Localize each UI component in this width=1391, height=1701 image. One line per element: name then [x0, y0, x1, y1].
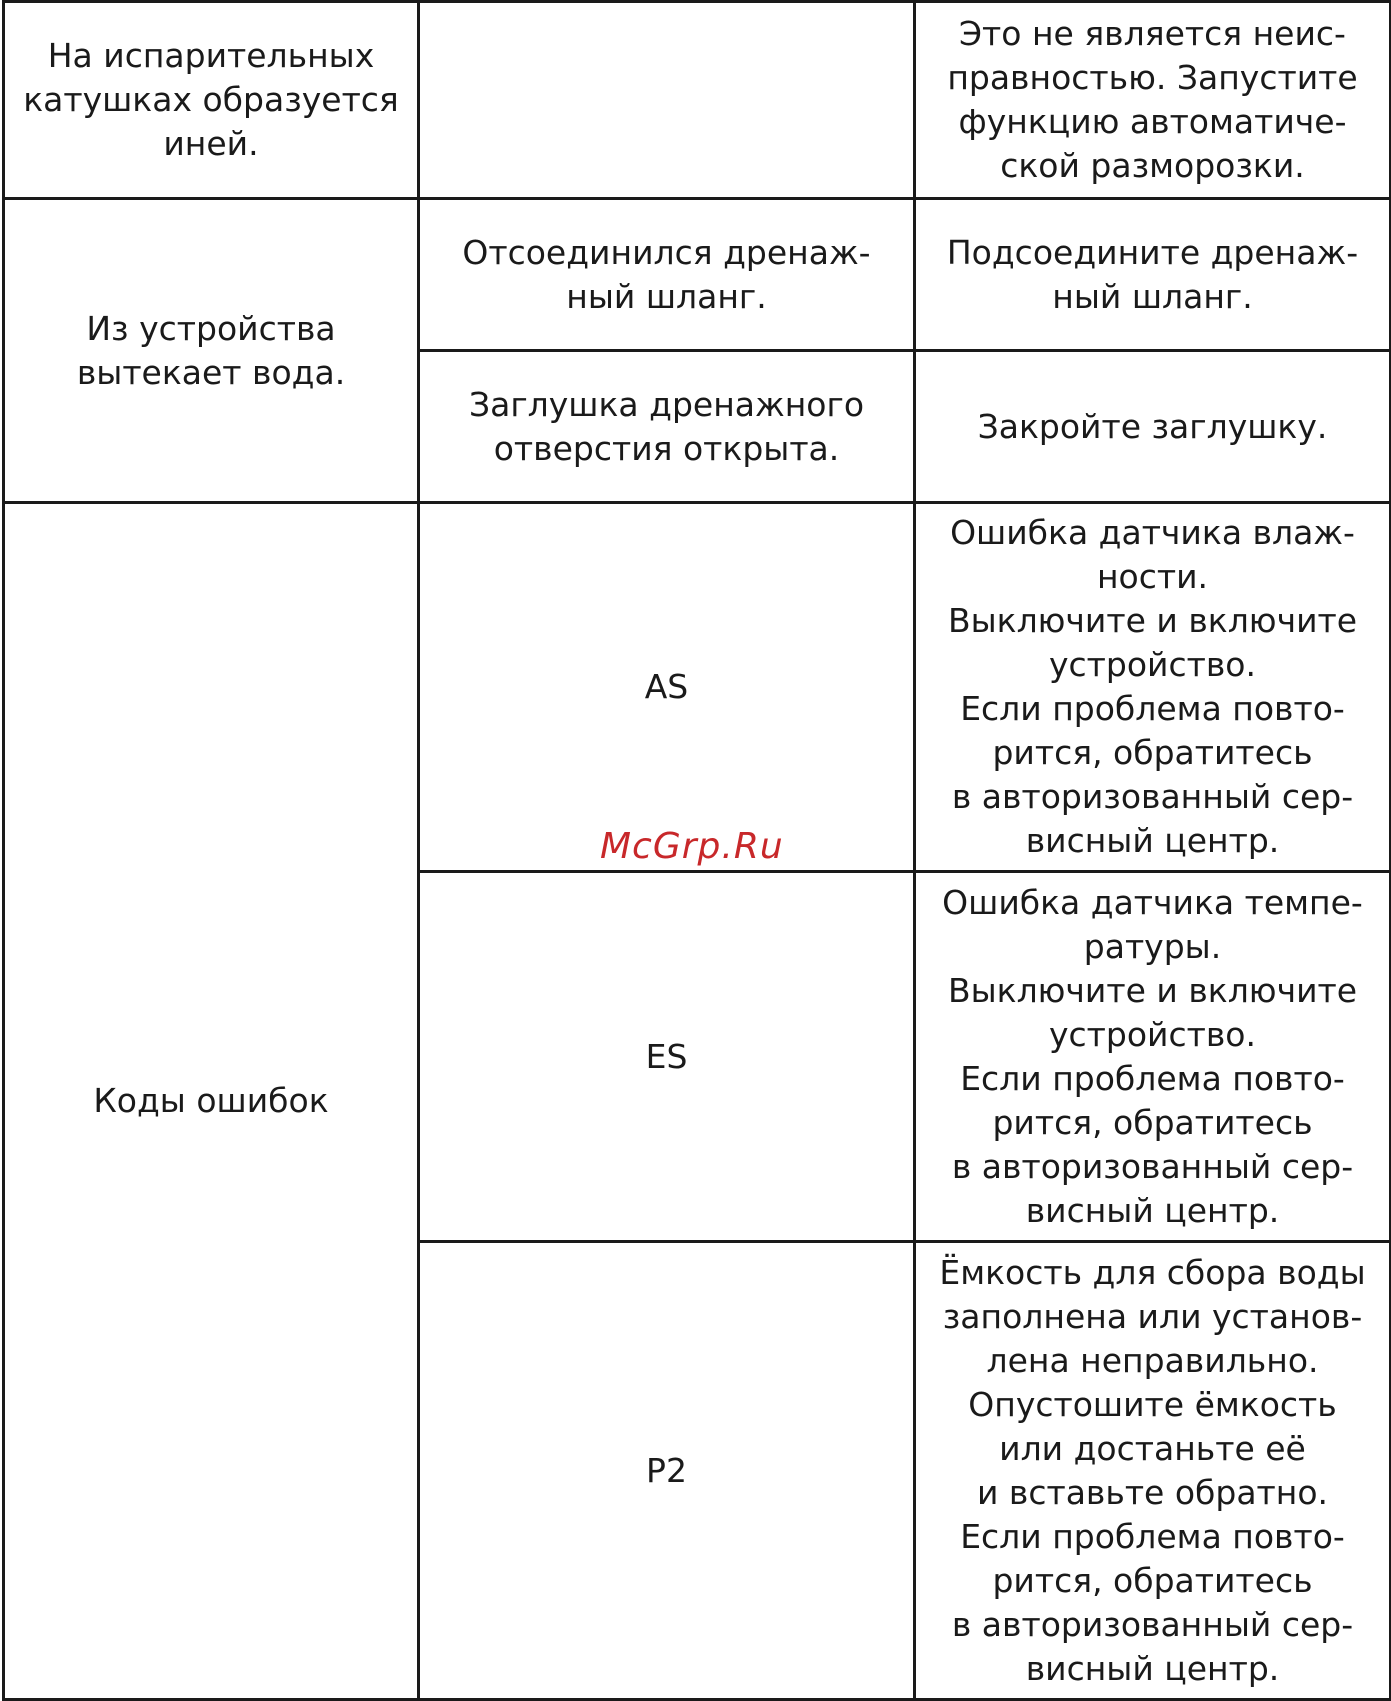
solution-cell-es [915, 872, 1391, 1242]
cell-text-line: иней. [163, 124, 259, 163]
cell-text-line: функцию автоматиче- [958, 102, 1347, 141]
cell-text-line: Это не является неис- [959, 14, 1346, 53]
cell-text-line: заполнена или установ- [942, 1296, 1363, 1336]
solution-cell-drain-hose [915, 199, 1391, 351]
cell-text-line: в авторизованный сер- [951, 777, 1354, 816]
cell-text-line: висный центр. [1025, 1190, 1280, 1230]
cell-text-line: Если проблема повто- [960, 1058, 1345, 1098]
cell-text-line: Ошибка датчика темпе- [942, 882, 1363, 922]
solution-cell-as [915, 503, 1391, 872]
cell-text-line: Коды ошибок [93, 1081, 329, 1120]
cell-text-line: ный шланг. [566, 276, 767, 316]
cell-text-line: устройство. [1049, 1014, 1256, 1054]
cell-text-line: Выключите и включите [947, 601, 1358, 640]
cell-text-line: Опустошите ёмкость [968, 1384, 1337, 1424]
problem-cell-water-leak [4, 199, 419, 503]
problem-cell-error-codes [4, 503, 419, 1700]
cell-text-line: рится, обратитесь [992, 1560, 1313, 1600]
cell-text-line: Подсоедините дренаж- [946, 232, 1359, 272]
cell-text-line: рится, обратитесь [992, 1102, 1313, 1142]
cell-text-line: в авторизованный сер- [951, 1604, 1354, 1644]
cell-text-line: и вставьте обратно. [976, 1472, 1329, 1512]
cause-cell-frost [419, 2, 915, 199]
code-cell-as [419, 503, 915, 872]
cell-text-line: Выключите и включите [947, 970, 1358, 1010]
problem-cell-frost [4, 2, 419, 199]
cell-text-line: вытекает вода. [76, 352, 346, 392]
cell-text-line: лена неправильно. [986, 1340, 1319, 1380]
solution-cell-p2 [915, 1242, 1391, 1700]
solution-cell-frost [915, 2, 1391, 199]
cause-cell-drain-plug [419, 351, 915, 503]
cell-text-line: AS [644, 667, 689, 706]
table-row [4, 503, 1391, 872]
table-row [4, 199, 1391, 351]
cell-text-line: Из устройства [86, 308, 336, 348]
cell-text-line: Закройте заглушку. [977, 406, 1328, 446]
cell-text-line: устройство. [1049, 645, 1256, 684]
cause-cell-drain-hose [419, 199, 915, 351]
cell-text-line: Если проблема повто- [960, 1516, 1345, 1556]
cell-text-line: висный центр. [1025, 1648, 1280, 1688]
cell-text-line: Отсоединился дренаж- [462, 232, 871, 272]
cell-text-line: ности. [1096, 557, 1209, 596]
cell-text-line: рится, обратитесь [992, 733, 1313, 772]
cell-text-line: Ёмкость для сбора воды [939, 1252, 1366, 1292]
cell-text-line: катушках образуется [23, 80, 399, 119]
cell-text-line: ратуры. [1083, 926, 1222, 966]
cell-text-line: отверстия открыта. [493, 428, 840, 468]
watermark-text: McGrp.Ru [600, 826, 784, 867]
cell-text-line: или достаньте её [999, 1428, 1306, 1468]
table-row [4, 2, 1391, 199]
cell-text-line: Ошибка датчика влаж- [950, 513, 1355, 552]
cell-text-line: На испарительных [47, 36, 375, 75]
code-cell-p2 [419, 1242, 915, 1700]
cell-text-line: правностью. Запустите [947, 58, 1358, 97]
code-cell-es [419, 872, 915, 1242]
cell-text-line: ской разморозки. [1000, 146, 1305, 185]
cell-text-line: висный центр. [1025, 821, 1280, 860]
cell-text-line: Заглушка дренажного [468, 384, 865, 424]
solution-cell-drain-plug [915, 351, 1391, 503]
cell-text-line: ный шланг. [1052, 276, 1253, 316]
cell-text-line: P2 [646, 1450, 687, 1490]
cell-text-line: в авторизованный сер- [951, 1146, 1354, 1186]
cell-text-line: Если проблема повто- [960, 689, 1345, 728]
cell-text-line: ES [645, 1036, 688, 1076]
